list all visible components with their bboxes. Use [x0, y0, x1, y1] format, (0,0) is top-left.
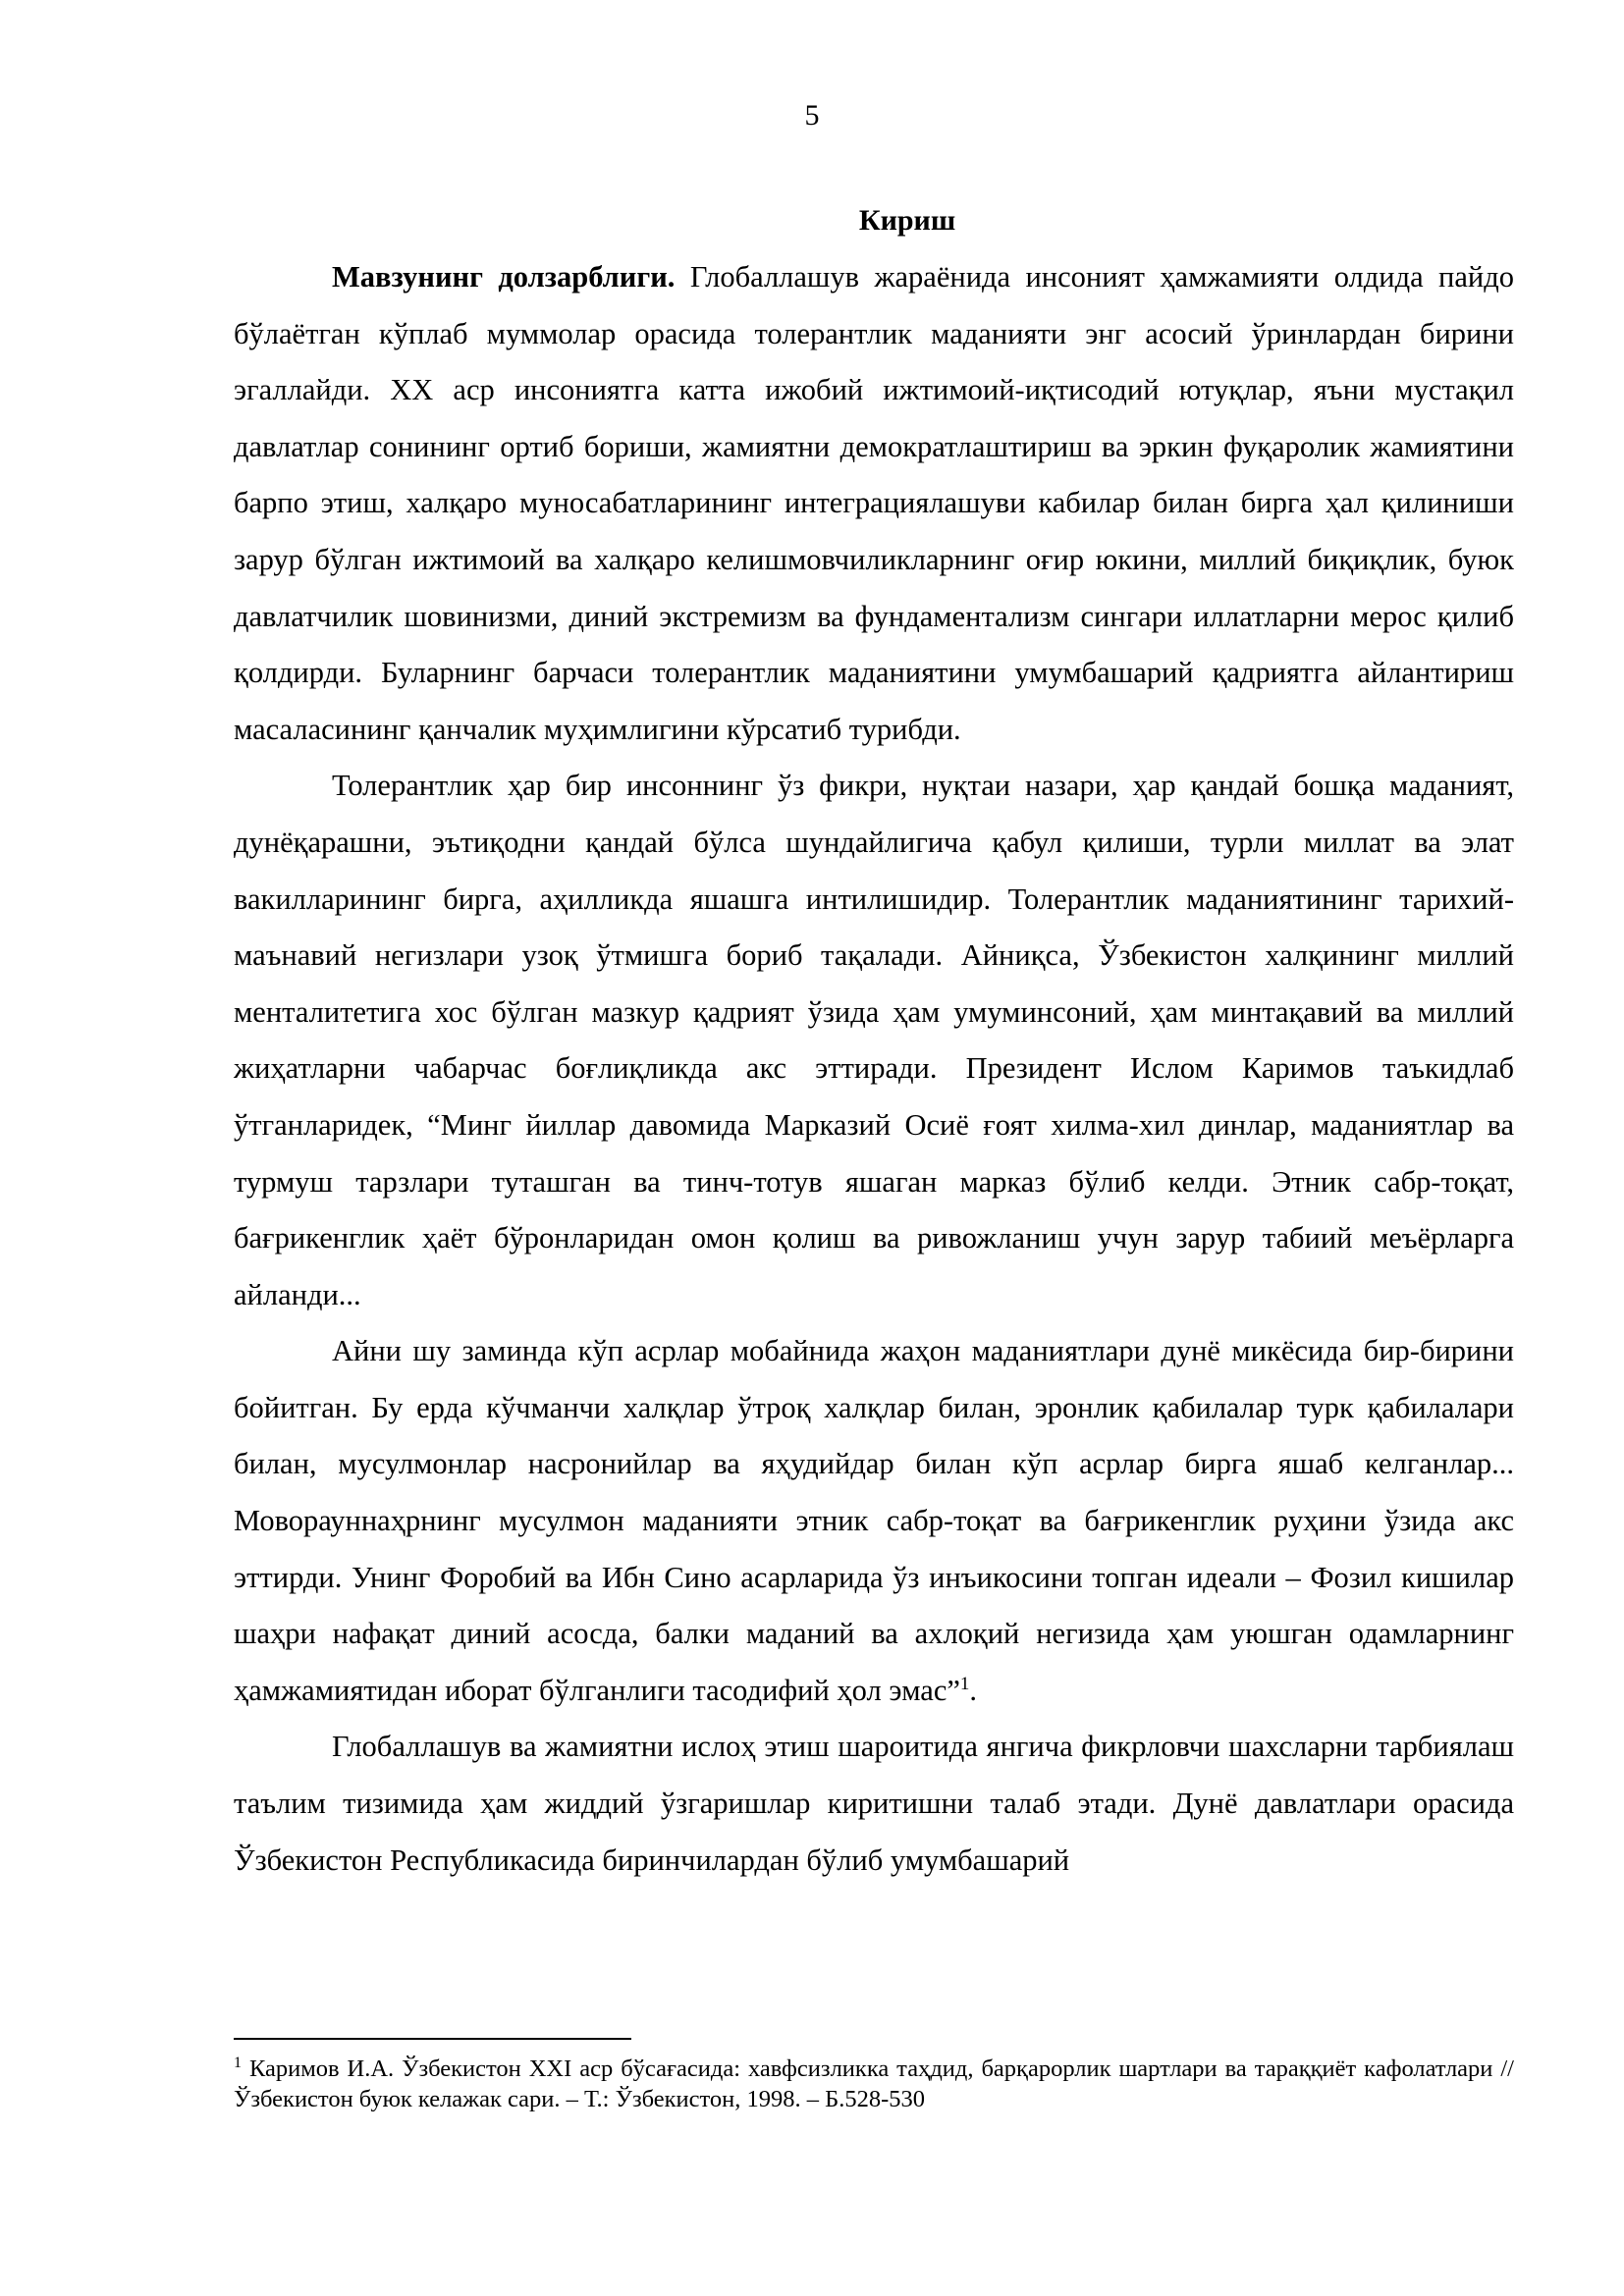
paragraph-relevance — [234, 249, 1514, 758]
paragraph-text: Глобаллашув жараёнида инсоният ҳамжамияти олдида пайдо бўлаётган кўплаб муммолар орасида толерантлик маданияти энг асосий ўринлардан бирини эгаллайди. XX аср инсониятга катта ижобий ижтимоий-иқтисодий ютуқлар, яъни мустақил давлатлар сонининг ортиб бориши, жамиятни демократлаштириш ва эркин фуқаролик жамиятини барпо этиш, халқаро муносабатларининг интеграциялашуви кабилар билан бирга ҳал қилиниши зарур бўлган ижтимоий ва халқаро келишмовчиликларнинг оғир юкини, миллий биқиқлик, буюк давлатчилик шовинизми, диний экстремизм ва фундаментализм сингари иллатларни мерос қилиб қолдирди. Буларнинг барчаси толерантлик маданиятини умумбашарий қадриятга айлантириш масаласининг қанчалик муҳимлигини кўрсатиб турибди. — [234, 260, 1514, 746]
footnote-text: Каримов И.А. Ўзбекистон XXI аср бўсағасида: хавфсизликка таҳдид, барқарорлик шартлари ва тараққиёт кафолатлари // Ўзбекистон буюк келажак сари. – Т.: Ўзбекистон, 1998. – Б.528-530 — [234, 2056, 1514, 2112]
paragraph-text: Толерантлик ҳар бир инсоннинг ўз фикри, нуқтаи назари, ҳар қандай бошқа маданият, дунёқарашни, эътиқодни қандай бўлса шундайлигича қабул қилиши, турли миллат ва элат вакилларининг бирга, аҳилликда яшашга интилишидир. Толерантлик маданиятининг тарихий-маънавий негизлари узоқ ўтмишга бориб тақалади. Айниқса, Ўзбекистон халқининг миллий менталитетига хос бўлган мазкур қадрият ўзида ҳам умуминсоний, ҳам минтақавий ва миллий жиҳатларни чабарчас боғлиқликда акс эттиради. Президент Ислом Каримов таъкидлаб ўтганларидек, “Минг йиллар давомида Марказий Осиё ғоят хилма-хил динлар, маданиятлар ва турмуш тарзлари туташган ва тинч-тотув яшаган марказ бўлиб келди. Этник сабр-тоқат, бағрикенглик ҳаёт бўронларидан омон қолиш ва ривожланиш учун зарур табиий меъёрларга айланди... — [234, 769, 1514, 1311]
page-number: 5 — [804, 99, 820, 132]
section-heading: Кириш — [858, 204, 956, 237]
footnote-reference[interactable]: 1 — [959, 1673, 970, 1694]
paragraph-tail: . — [969, 1673, 978, 1707]
paragraph-history — [234, 1323, 1514, 1719]
paragraph-lead: Мавзунинг долзарблиги. — [332, 260, 676, 294]
footnote-marker: 1 — [234, 2054, 242, 2071]
footnote — [234, 2054, 1514, 2114]
paragraph-text: Глобаллашув ва жамиятни ислоҳ этиш шароитида янгича фикрловчи шахсларни тарбиялаш таълим тизимида ҳам жиддий ўзгаришлар киритишни талаб этади. Дунё давлатлари орасида Ўзбекистон Республикасида биринчилардан бўлиб умумбашарий — [234, 1730, 1514, 1877]
footnote-separator — [234, 2038, 631, 2040]
paragraph-text: Айни шу заминда кўп асрлар мобайнида жаҳон маданиятлари дунё микёсида бир-бирини бойитган. Бу ерда кўчманчи халқлар ўтроқ халқлар билан, эронлик қабилалар турк қабилалари билан, мусулмонлар насронийлар ва яҳудийдар билан кўп асрлар бирга яшаб келганлар... Моворауннаҳрнинг мусулмон маданияти этник сабр-тоқат ва бағрикенглик руҳини ўзида акс эттирди. Унинг Форобий ва Ибн Сино асарларида ўз инъикосини топган идеали – Фозил кишилар шаҳри нафақат диний асосда, балки маданий ва ахлоқий негизида ҳам уюшган одамларнинг ҳамжамиятидан иборат бўлганлиги тасодифий ҳол эмас” — [234, 1334, 1514, 1707]
document-body — [234, 192, 1514, 1889]
paragraph-tolerance — [234, 758, 1514, 1323]
paragraph-globalization — [234, 1719, 1514, 1889]
